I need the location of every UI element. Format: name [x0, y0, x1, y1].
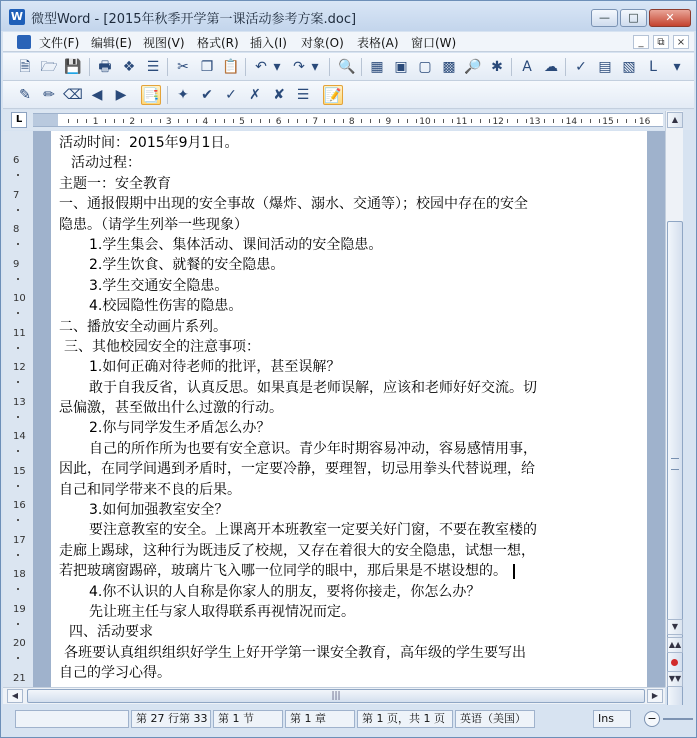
document-line[interactable]	[59, 480, 634, 500]
vruler-number-21: 21	[13, 672, 26, 684]
ruler-minor-tick	[86, 119, 87, 123]
document-line[interactable]	[59, 439, 634, 459]
ruler-minor-tick	[334, 119, 335, 123]
ruler-minor-tick	[398, 119, 399, 123]
menu-table[interactable]: 表格(A)	[357, 36, 399, 50]
ruler-minor-tick	[215, 119, 216, 123]
ruler-minor-tick	[443, 119, 444, 123]
vruler-number-17: 17	[13, 534, 26, 546]
vruler-dot	[17, 312, 19, 314]
document-line-text: 三、其他校园安全的注意事项：	[64, 338, 260, 355]
comment-edit-icon[interactable]: ✏	[43, 87, 55, 103]
show-markup-icon[interactable]: 📝	[323, 85, 343, 105]
document-page[interactable]	[51, 131, 647, 687]
ruler-tick-5: 5	[239, 117, 245, 127]
ruler-minor-tick	[489, 119, 490, 123]
ruler-tick-14: 14	[565, 117, 578, 127]
comment-delete-icon[interactable]: ⌫	[63, 87, 83, 103]
horizontal-ruler-area	[3, 110, 694, 130]
vruler-number-9: 9	[13, 258, 20, 270]
ruler-minor-tick	[416, 119, 417, 123]
horizontal-scroll-thumb[interactable]: |||	[27, 689, 645, 703]
ruler-minor-tick	[617, 119, 618, 123]
ruler-minor-tick	[105, 119, 106, 123]
document-line[interactable]	[59, 153, 634, 173]
ruler-minor-tick	[471, 119, 472, 123]
zoom-out-button[interactable]: −	[644, 711, 660, 727]
vruler-dot	[17, 485, 19, 487]
vruler-number-18: 18	[13, 569, 26, 580]
document-line[interactable]	[59, 541, 634, 561]
ruler-minor-tick	[343, 119, 344, 123]
status-language[interactable]: 英语（美国）	[455, 710, 535, 728]
print-icon[interactable]: 🖶	[98, 59, 112, 75]
ruler-minor-tick	[626, 119, 627, 123]
vruler-dot	[17, 623, 19, 625]
ruler-minor-tick	[77, 119, 78, 123]
ruler-minor-tick	[306, 119, 307, 123]
document-line-text: 3.如何加强教室安全？	[89, 502, 229, 519]
document-line[interactable]	[59, 337, 634, 357]
status-line-column: 第 27 行第 33	[131, 710, 211, 728]
vruler-dot	[17, 243, 19, 245]
document-line[interactable]	[59, 398, 634, 418]
document-line-text: 自己的所作所为也要有安全意识。青少年时期容易冲动，容易感情用事，	[89, 440, 537, 457]
vruler-number-10: 10	[13, 293, 26, 304]
maximize-button[interactable]: □	[620, 9, 647, 27]
next-page-button[interactable]: ▼▼	[667, 671, 683, 687]
page-layout-icon[interactable]: ▢	[418, 59, 432, 75]
window-title: 微型Word - [2015年秋季开学第一课活动参考方案.doc]	[31, 12, 357, 27]
ruler-minor-tick	[151, 119, 152, 123]
document-line-text: 1.学生集会、集体活动、课间活动的安全隐患。	[89, 236, 383, 253]
document-line[interactable]	[59, 418, 634, 438]
document-line[interactable]	[59, 663, 634, 683]
vertical-ruler[interactable]	[3, 131, 33, 687]
comment-next-icon[interactable]: ▶	[115, 87, 127, 103]
accept-change-icon[interactable]: ✔	[201, 87, 213, 103]
document-line-text: 主题一：安全教育	[59, 175, 171, 192]
comment-prev-icon[interactable]: ◀	[91, 87, 103, 103]
vruler-number-7: 7	[13, 189, 20, 201]
ruler-tick-16: 16	[638, 117, 651, 127]
track-changes-icon[interactable]: 📑	[141, 85, 161, 105]
vruler-dot	[17, 209, 19, 211]
ruler-minor-tick	[599, 119, 600, 123]
document-line-text: 二、播放安全动画片系列。	[59, 318, 227, 335]
ruler-tick-4: 4	[202, 117, 209, 127]
vruler-dot	[17, 278, 19, 280]
document-line[interactable]	[59, 276, 634, 296]
tab-stop-selector[interactable]: L	[11, 112, 27, 128]
vruler-dot	[17, 554, 19, 556]
ruler-tick-9: 9	[385, 117, 392, 127]
ruler-tick-7: 7	[312, 117, 319, 127]
vruler-dot	[17, 381, 19, 383]
ruler-minor-tick	[590, 119, 591, 123]
insert-image-icon[interactable]: ☁	[544, 59, 558, 75]
doc-minimize-button[interactable]: _	[633, 35, 649, 49]
title-bar[interactable]	[1, 1, 696, 31]
horizontal-ruler[interactable]	[33, 113, 663, 127]
accept-all-icon[interactable]: ✓	[225, 87, 237, 103]
scroll-left-button[interactable]: ◀	[7, 689, 23, 703]
vruler-number-8: 8	[13, 224, 20, 235]
close-button[interactable]: ✕	[649, 9, 691, 27]
document-line[interactable]	[59, 215, 634, 235]
ruler-tick-13: 13	[529, 117, 541, 127]
menu-object[interactable]: 对象(O)	[301, 36, 344, 50]
document-line-text: 四、活动要求	[69, 624, 153, 641]
word-app-icon[interactable]: W	[10, 10, 24, 23]
ruler-minor-tick	[233, 119, 234, 123]
document-line[interactable]	[59, 520, 634, 540]
document-line-text: 敢于自我反省，认真反思。如果真是老师误解，应该和老师好好交流。切	[89, 379, 537, 396]
prev-page-button[interactable]: ▲▲	[667, 637, 683, 653]
document-line-text: 因此，在同学间遇到矛盾时，一定要冷静，要理智，切忌用拳头代替说理，给	[59, 461, 535, 478]
reject-change-icon[interactable]: ✗	[249, 87, 261, 103]
menu-edit[interactable]: 编辑(E)	[91, 36, 132, 50]
highlight-marker-icon[interactable]: ✦	[177, 87, 189, 103]
redo-icon[interactable]: ↷	[293, 59, 305, 75]
ruler-minor-tick	[224, 119, 225, 123]
document-line-text: 各班要认真组织组织好学生上好开学第一课安全教育，高年级的学生要写出	[64, 644, 526, 661]
vruler-number-13: 13	[13, 396, 26, 408]
ruler-minor-tick	[114, 119, 115, 123]
vruler-dot	[17, 450, 19, 452]
ruler-minor-tick	[269, 119, 270, 123]
document-line[interactable]	[59, 174, 634, 194]
ruler-tick-1: 1	[92, 117, 99, 127]
menu-file[interactable]: 文件(F)	[39, 36, 80, 50]
ruler-minor-tick	[196, 119, 197, 123]
ruler-minor-tick	[141, 119, 142, 123]
document-line-text: 走廊上踢球，这种行为既违反了校规，又存在着很大的安全隐患，试想一想，	[59, 542, 535, 559]
word-count-icon[interactable]: ✱	[491, 59, 503, 75]
scroll-down-button[interactable]: ▼	[667, 619, 683, 635]
document-line-text: 要注意教室的安全。上课离开本班教室一定要关好门窗，不要在教室楼的	[89, 522, 537, 539]
zoom-slider[interactable]	[663, 718, 693, 720]
open-folder-icon[interactable]: 🗁	[40, 59, 58, 75]
ruler-minor-tick	[361, 119, 362, 123]
vruler-dot	[17, 519, 19, 521]
undo-icon[interactable]: ↶	[255, 59, 267, 75]
document-line[interactable]	[59, 357, 634, 377]
copy-icon[interactable]: ❐	[200, 59, 214, 75]
menu-insert[interactable]: 插入(I)	[250, 36, 287, 50]
vruler-number-6: 6	[13, 155, 20, 166]
ruler-minor-tick	[123, 119, 124, 123]
ruler-minor-tick	[68, 119, 69, 123]
vruler-dot	[17, 174, 19, 176]
menu-format[interactable]: 格式(R)	[197, 36, 239, 50]
print-preview-icon[interactable]: ☰	[146, 59, 160, 75]
status-chapter: 第 1 章	[285, 710, 355, 728]
document-line[interactable]	[59, 561, 634, 581]
document-line[interactable]	[59, 378, 634, 398]
document-line[interactable]	[59, 255, 634, 275]
document-line-text: 1.如何正确对待老师的批评，甚至误解？	[89, 359, 341, 376]
status-insert-mode[interactable]: Ins	[593, 710, 631, 728]
menu-window[interactable]: 窗口(W)	[411, 36, 457, 50]
doc-restore-button[interactable]: ⧉	[653, 35, 669, 49]
document-line-text: 忌偏激，甚至做出什么过激的行动。	[59, 400, 283, 417]
document-icon[interactable]	[17, 35, 31, 49]
document-line-text: 2.你与同学发生矛盾怎么办？	[89, 420, 271, 437]
document-line[interactable]	[59, 296, 634, 316]
document-line[interactable]	[59, 459, 634, 479]
document-line-text: 先让班主任与家人取得联系再视情况而定。	[89, 603, 355, 620]
comment-new-icon[interactable]: ✎	[19, 87, 31, 103]
document-line-text: 3.学生交通安全隐患。	[89, 277, 229, 294]
vruler-number-11: 11	[13, 327, 26, 339]
ruler-minor-tick	[251, 119, 252, 123]
status-bar	[3, 705, 694, 735]
ruler-minor-tick	[297, 119, 298, 123]
ruler-minor-tick	[480, 119, 481, 123]
find-binoculars-icon[interactable]: 🔍	[338, 59, 356, 75]
ruler-minor-tick	[288, 119, 289, 123]
undo-dropdown-icon[interactable]: ▾	[273, 59, 281, 75]
ruler-minor-tick	[526, 119, 527, 123]
vruler-number-19: 19	[13, 603, 26, 615]
document-viewport	[33, 131, 665, 687]
vertical-scrollbar[interactable]	[665, 111, 683, 687]
ruler-minor-tick	[635, 119, 636, 123]
document-body[interactable]	[59, 133, 634, 684]
vruler-number-20: 20	[13, 638, 26, 649]
document-line[interactable]	[59, 622, 634, 642]
ruler-minor-tick	[187, 119, 188, 123]
new-document-icon[interactable]: 🗎	[19, 59, 31, 75]
reject-all-icon[interactable]: ✘	[273, 87, 285, 103]
document-line-text: 一、通报假期中出现的安全事故（爆炸、溺水、交通等）；校园中存在的安全	[59, 196, 528, 213]
status-empty	[15, 710, 129, 728]
status-page-count: 第 1 页，共 1 页	[357, 710, 453, 728]
browse-object-icon[interactable]	[671, 659, 678, 666]
export-pdf-icon[interactable]: ❖	[122, 59, 136, 75]
document-line-text: 自己和同学带来不良的后果。	[59, 481, 241, 498]
shading-icon[interactable]: ▧	[622, 59, 636, 75]
document-line[interactable]	[59, 317, 634, 337]
scroll-up-button[interactable]: ▲	[667, 112, 683, 128]
vruler-number-16: 16	[13, 500, 26, 511]
ruler-left-margin	[33, 114, 58, 126]
text-cursor	[513, 564, 515, 579]
insert-page-number-icon[interactable]: ▦	[370, 59, 384, 75]
ruler-tick-2: 2	[129, 117, 136, 127]
ruler-minor-tick	[178, 119, 179, 123]
minimize-button[interactable]: —	[591, 9, 618, 27]
ruler-minor-tick	[379, 119, 380, 123]
ruler-minor-tick	[507, 119, 508, 123]
layout-letter-icon[interactable]: L	[649, 59, 657, 75]
ruler-tick-12: 12	[492, 117, 504, 127]
document-line[interactable]	[59, 500, 634, 520]
columns-icon[interactable]: ▩	[442, 59, 456, 75]
ruler-minor-tick	[407, 119, 408, 123]
ruler-minor-tick	[562, 119, 563, 123]
reviewing-pane-icon[interactable]: ☰	[296, 87, 310, 103]
paste-icon[interactable]: 📋	[222, 59, 240, 75]
scroll-right-button[interactable]: ▶	[647, 689, 663, 703]
redo-dropdown-icon[interactable]: ▾	[311, 59, 319, 75]
ruler-tick-8: 8	[348, 117, 355, 127]
font-color-icon[interactable]: A	[522, 59, 532, 75]
document-line-text: 隐患。（请学生列举一些现象）	[59, 216, 248, 233]
document-line[interactable]	[59, 235, 634, 255]
ruler-tick-11: 11	[455, 117, 468, 127]
document-line[interactable]	[59, 643, 634, 663]
vruler-dot	[17, 657, 19, 659]
zoom-icon[interactable]: 🔎	[464, 59, 482, 75]
ruler-minor-tick	[553, 119, 554, 123]
document-line-text: 4.校园隐性伤害的隐患。	[89, 298, 243, 315]
vruler-number-12: 12	[13, 362, 26, 373]
vruler-dot	[17, 416, 19, 418]
document-line-text: 2.学生饮食、就餐的安全隐患。	[89, 257, 285, 274]
ruler-minor-tick	[452, 119, 453, 123]
document-line-text: 4.你不认识的人自称是你家人的朋友，要将你接走，你怎么办？	[89, 583, 481, 600]
cut-icon[interactable]: ✂	[177, 59, 189, 75]
ruler-minor-tick	[160, 119, 161, 123]
document-line-text: 自己的学习心得。	[59, 665, 171, 682]
ruler-minor-tick	[370, 119, 371, 123]
document-line-text: 活动过程：	[71, 155, 141, 172]
ruler-tick-10: 10	[419, 117, 431, 127]
toolbar-more-icon[interactable]: ▾	[673, 59, 681, 75]
ruler-minor-tick	[517, 119, 518, 123]
doc-close-button[interactable]: ×	[673, 35, 689, 49]
review-toolbar	[3, 81, 694, 109]
vruler-dot	[17, 588, 19, 590]
ruler-minor-tick	[581, 119, 582, 123]
document-line-text: 活动时间：2015年9月1日。	[59, 135, 239, 151]
document-line[interactable]	[59, 133, 634, 153]
save-icon[interactable]: 💾	[64, 59, 82, 75]
vruler-number-14: 14	[13, 431, 26, 442]
vruler-dot	[17, 347, 19, 349]
ruler-minor-tick	[434, 119, 435, 123]
document-line[interactable]	[59, 602, 634, 622]
standard-toolbar	[3, 53, 694, 81]
ruler-tick-6: 6	[275, 117, 282, 127]
ruler-tick-3: 3	[165, 117, 172, 127]
chart-icon[interactable]: ▤	[598, 59, 612, 75]
document-line[interactable]	[59, 582, 634, 602]
ruler-minor-tick	[324, 119, 325, 123]
ruler-tick-15: 15	[602, 117, 614, 127]
vruler-number-15: 15	[13, 465, 26, 477]
menu-view[interactable]: 视图(V)	[143, 36, 185, 50]
horizontal-scrollbar[interactable]	[3, 687, 665, 704]
ruler-minor-tick	[260, 119, 261, 123]
document-line-text: 若把玻璃窗踢碎，玻璃片飞入哪一位同学的眼中，那后果是不堪设想的。	[59, 563, 507, 580]
spell-check-icon[interactable]: ✓	[575, 59, 587, 75]
menu-bar	[3, 32, 694, 52]
document-line[interactable]	[59, 194, 634, 214]
status-section: 第 1 节	[213, 710, 283, 728]
insert-textbox-icon[interactable]: ▣	[394, 59, 408, 75]
ruler-minor-tick	[544, 119, 545, 123]
